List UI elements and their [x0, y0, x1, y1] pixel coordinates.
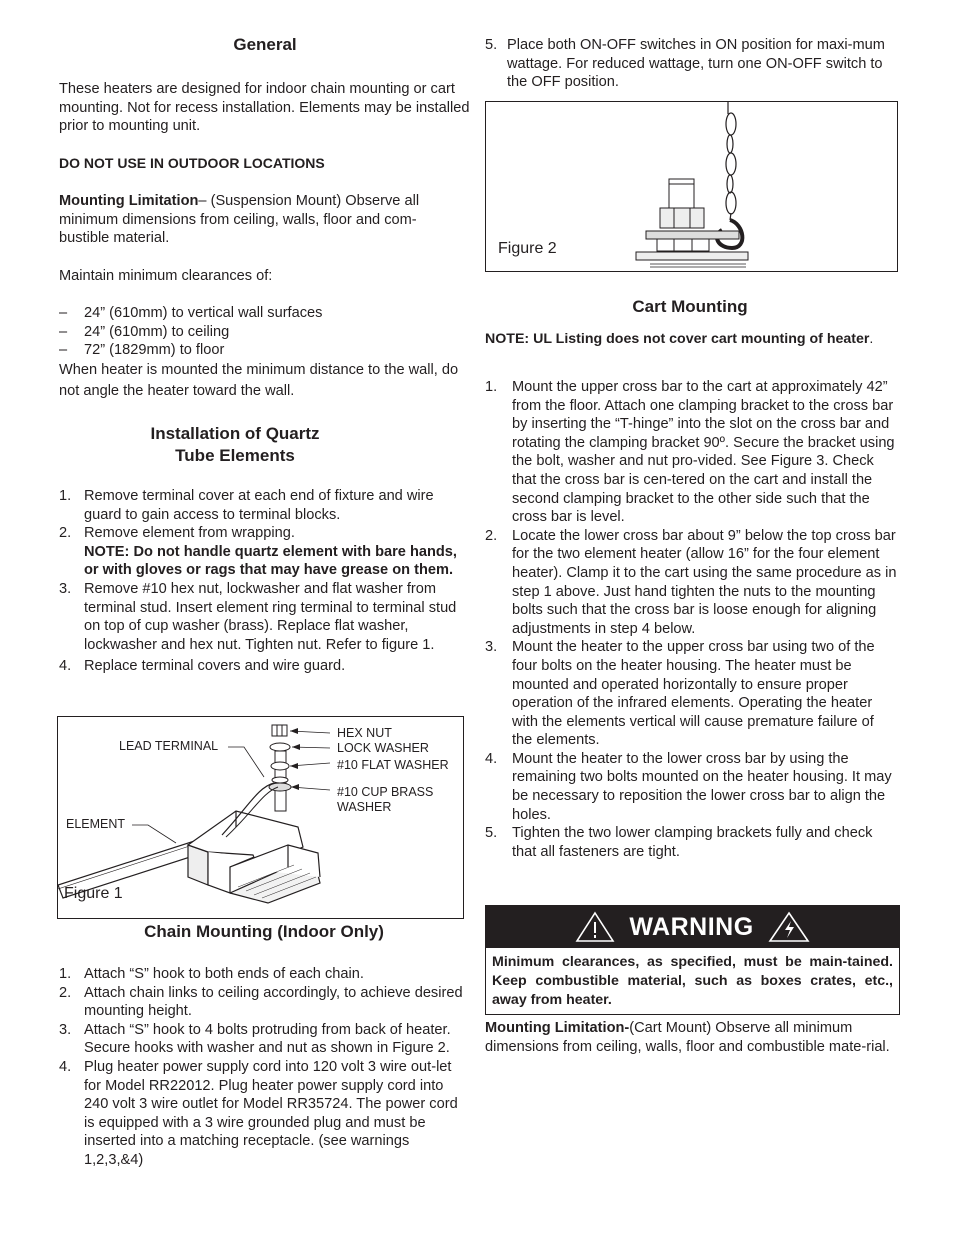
clearances-intro: Maintain minimum clearances of:: [59, 268, 273, 284]
terminal-stud: [269, 725, 291, 811]
list-item: 4. Plug heater power supply cord into 120 volt 3 wire out-let for Model RR22012. Plug heater power supply cord into 240 volt 3 wire outlet for Model RR35724. The power cord is equipped with a 3 wire grounded plug and must be inserted into a matching receptacle. (see warnings 1,2,3,&4): [59, 1058, 458, 1168]
list-item: 4. Replace terminal covers and wire guard.: [59, 658, 346, 675]
list-item: 2. Attach chain links to ceiling accordingly, to achieve desired mounting height.: [59, 984, 463, 1020]
list-item: 5. Place both ON-OFF switches in ON position for maxi-mum wattage. For reduced wattage, turn one ON-OFF switch to the OFF position.: [485, 37, 885, 91]
list-item: – 24” (610mm) to vertical wall surfaces: [59, 305, 323, 321]
list-item: – 24” (610mm) to ceiling: [59, 323, 230, 340]
warning-title: WARNING: [629, 912, 754, 941]
mounting-limitation-text: – (Suspension Mount) Observe all minimum dimensions from ceiling, walls, floor and com-bustible material.: [59, 193, 420, 247]
figure-2: [485, 101, 898, 272]
list-item: 4. Mount the heater to the lower cross bar by using the remaining two bolts mounted on the heater housing. It may be necessary to reposition the lower cross bar to align the holes.: [485, 750, 892, 823]
list-item: 1. Attach “S” hook to both ends of each chain.: [59, 966, 364, 982]
caution-triangle-icon: [575, 911, 615, 943]
list-item: 3. Mount the heater to the upper cross bar using two of the four bolts on the heater housing. The heater must be mounted and operated horizontally to ensure proper operation of the infrared elements. Operating the heater with the elements vertical will cause premature failure of the elements.: [485, 639, 875, 749]
label-cup-washer-1: #10 CUP BRASS: [337, 785, 434, 799]
figure-1-caption: Figure 1: [64, 885, 123, 902]
warning-box: [485, 905, 900, 1015]
list-item: 2. Remove element from wrapping. NOTE: Do not handle quartz element with bare hands, or with gloves or rags that may have grease on them.: [59, 525, 457, 579]
clearances-list: [59, 304, 471, 360]
cart-mounting-limitation: Mounting Limitation-(Cart Mount) Observe all minimum dimensions from ceiling, walls, floor and combustible mate-rial.: [485, 1020, 890, 1055]
cart-ul-note: NOTE: UL Listing does not cover cart mounting of heater.: [485, 331, 874, 347]
chain: [726, 102, 736, 220]
list-item: 3. Remove #10 hex nut, lockwasher and flat washer from terminal stud. Insert element ring terminal to terminal stud on top of cup washer (brass). Replace flat washer, lockwasher and hex nut. Tighten nut. Refer to figure 1.: [59, 580, 457, 653]
chain-heading: Chain Mounting (Indoor Only): [144, 922, 384, 941]
electrical-hazard-icon: [768, 911, 810, 943]
warning-body: Minimum clearances, as specified, must be main-tained. Keep combustible material, such as boxes crates, etc., away from heater.: [492, 954, 893, 1008]
installation-steps: [59, 487, 471, 676]
terminal-block: [188, 811, 320, 903]
installation-heading: Installation of Quartz Tube Elements: [150, 424, 320, 465]
chain-steps-continued: [485, 36, 895, 92]
mounting-limitation-label: Mounting Limitation: [59, 193, 199, 209]
chain-steps: [59, 965, 471, 1170]
general-intro: These heaters are designed for indoor chain mounting or cart mounting. Not for recess installation. Elements may be installed prior to mounting unit.: [59, 81, 470, 135]
general-heading: General: [233, 35, 297, 54]
list-item: 5. Tighten the two lower clamping brackets fully and check that all fasteners are tight.: [485, 825, 873, 860]
wall-note: When heater is mounted the minimum distance to the wall, do not angle the heater toward the wall.: [59, 362, 459, 399]
cart-steps: [485, 378, 898, 861]
figure-2-caption: Figure 2: [498, 240, 557, 257]
cart-heading: Cart Mounting: [632, 297, 748, 316]
list-item: 3. Attach “S” hook to 4 bolts protruding from back of heater. Secure hooks with washer and nut as shown in Figure 2.: [59, 1021, 451, 1057]
label-lock-washer: LOCK WASHER: [337, 741, 429, 755]
label-cup-washer-2: WASHER: [337, 800, 392, 814]
list-item: 2. Locate the lower cross bar about 9” below the top cross bar for the two element heater (allow 16” for the four element heater). Clamp it to the cart using the same procedure as in step 1 above. Just hand tighten the nuts to the mounting bolts such that the cross bar is loose enough for aligning adjustments in step 4 below.: [485, 527, 897, 637]
warning-header: [486, 906, 899, 948]
mounting-limitation: [59, 192, 454, 248]
list-item: – 72” (1829mm) to floor: [59, 342, 225, 359]
outdoor-warning: DO NOT USE IN OUTDOOR LOCATIONS: [59, 155, 325, 171]
label-lead-terminal: LEAD TERMINAL: [119, 739, 219, 753]
label-element: ELEMENT: [66, 817, 126, 831]
label-flat-washer: #10 FLAT WASHER: [337, 758, 449, 772]
label-hex-nut: HEX NUT: [337, 726, 392, 740]
list-item: 1. Mount the upper cross bar to the cart at approximately 42” from the floor. Attach one clamping bracket to the cross bar by inserting the “T-hinge” into the slot on the cross bar and rotating the clamping bracket 90º. Secure the bracket using the bolt, washer and nut pro-vided. See Figure 3. Check that the cross bar is cen-tered on the cart and install the second clamping bracket to the other side such that the cross bar is level.: [485, 379, 895, 526]
list-item: 1. Remove terminal cover at each end of fixture and wire guard to gain access to terminal blocks.: [59, 488, 434, 523]
grease-note: NOTE: Do not handle quartz element with bare hands, or with gloves or rags that may have grease on them.: [84, 543, 457, 579]
figure-1: [57, 716, 464, 919]
